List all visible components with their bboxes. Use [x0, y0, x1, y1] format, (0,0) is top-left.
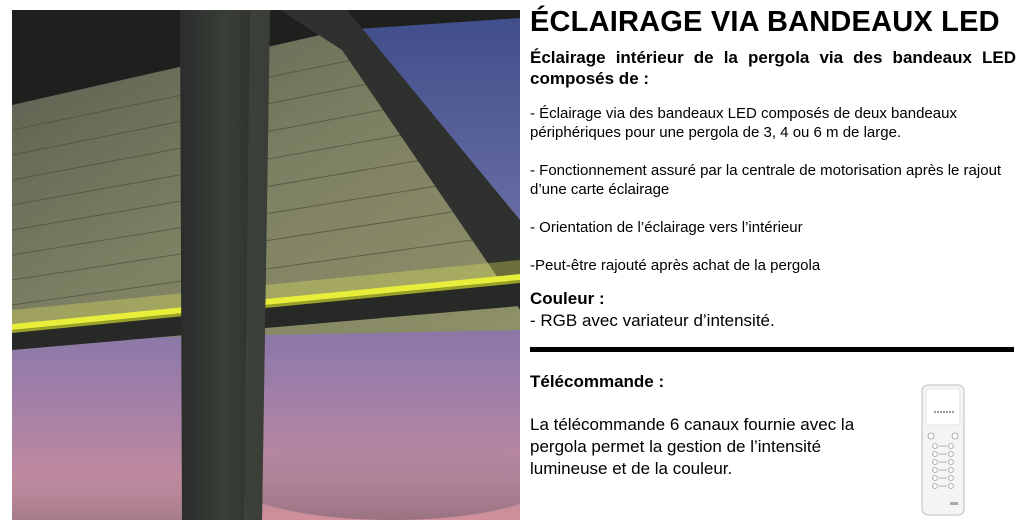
remote-control-image [920, 384, 966, 516]
list-item: -Peut-être rajouté après achat de la pergola [530, 257, 821, 274]
pergola-photo [12, 10, 520, 520]
divider [530, 347, 1014, 352]
remote-heading: Télécommande : [530, 372, 665, 391]
feature-list [530, 104, 1016, 275]
list-item: - Orientation de l’éclairage vers l’intérieur [530, 219, 803, 236]
color-heading: Couleur : [530, 289, 605, 308]
remote-text: La télécommande 6 canaux fournie avec la pergola permet la gestion de l’intensité lumineuse et de la couleur. [530, 415, 855, 478]
page-title: ÉCLAIRAGE VIA BANDEAUX LED [530, 6, 1000, 38]
intro-text: Éclairage intérieur de la pergola via des bandeaux LED composés de : [530, 48, 1016, 88]
color-text: - RGB avec variateur d’intensité. [530, 311, 775, 330]
list-item: - Éclairage via des bandeaux LED composés de deux bandeaux périphériques pour une pergola de 3, 4 ou 6 m de large. [530, 105, 957, 141]
list-item: - Fonctionnement assuré par la centrale de motorisation après le rajout d’une carte éclairage [530, 162, 1002, 198]
